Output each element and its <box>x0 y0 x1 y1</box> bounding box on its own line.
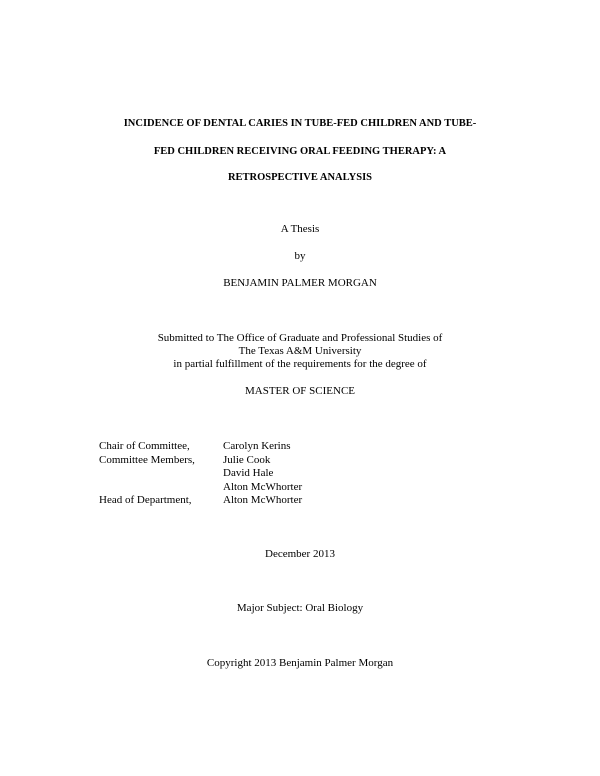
committee-role: Chair of Committee, <box>99 440 190 452</box>
committee-member-name: Alton McWhorter <box>223 480 303 493</box>
committee-row <box>99 467 302 481</box>
committee-list <box>99 440 302 508</box>
major-subject: Major Subject: Oral Biology <box>236 602 364 614</box>
committee-row <box>99 481 302 495</box>
committee-member-name: David Hale <box>223 467 274 479</box>
committee-member-name: Alton McWhorter <box>223 494 303 506</box>
committee-member-name: Julie Cook <box>223 453 271 466</box>
thesis-title-line-2: FED CHILDREN RECEIVING ORAL FEEDING THERAPY: A <box>153 146 447 157</box>
thesis-title-line-1: INCIDENCE OF DENTAL CARIES IN TUBE-FED CHILDREN AND TUBE- <box>123 118 477 129</box>
committee-role <box>99 467 223 481</box>
committee-role: Committee Members, <box>99 453 195 466</box>
copyright-notice: Copyright 2013 Benjamin Palmer Morgan <box>206 657 394 669</box>
committee-row <box>99 454 302 468</box>
author-name: BENJAMIN PALMER MORGAN <box>223 277 377 289</box>
by-line: by <box>294 250 306 262</box>
submission-line-2: The Texas A&M University <box>238 345 362 357</box>
committee-role: Head of Department, <box>99 494 192 506</box>
submission-date: December 2013 <box>265 548 335 560</box>
submission-line-3: in partial fulfillment of the requirements for the degree of <box>173 358 427 370</box>
committee-member-name: Carolyn Kerins <box>223 440 291 452</box>
committee-row <box>99 440 302 454</box>
committee-role <box>99 481 223 495</box>
document-type: A Thesis <box>280 223 320 235</box>
thesis-title-line-3: RETROSPECTIVE ANALYSIS <box>227 172 373 183</box>
submission-line-1: Submitted to The Office of Graduate and Professional Studies of <box>157 332 443 344</box>
committee-row <box>99 494 302 508</box>
degree-name: MASTER OF SCIENCE <box>244 385 356 397</box>
